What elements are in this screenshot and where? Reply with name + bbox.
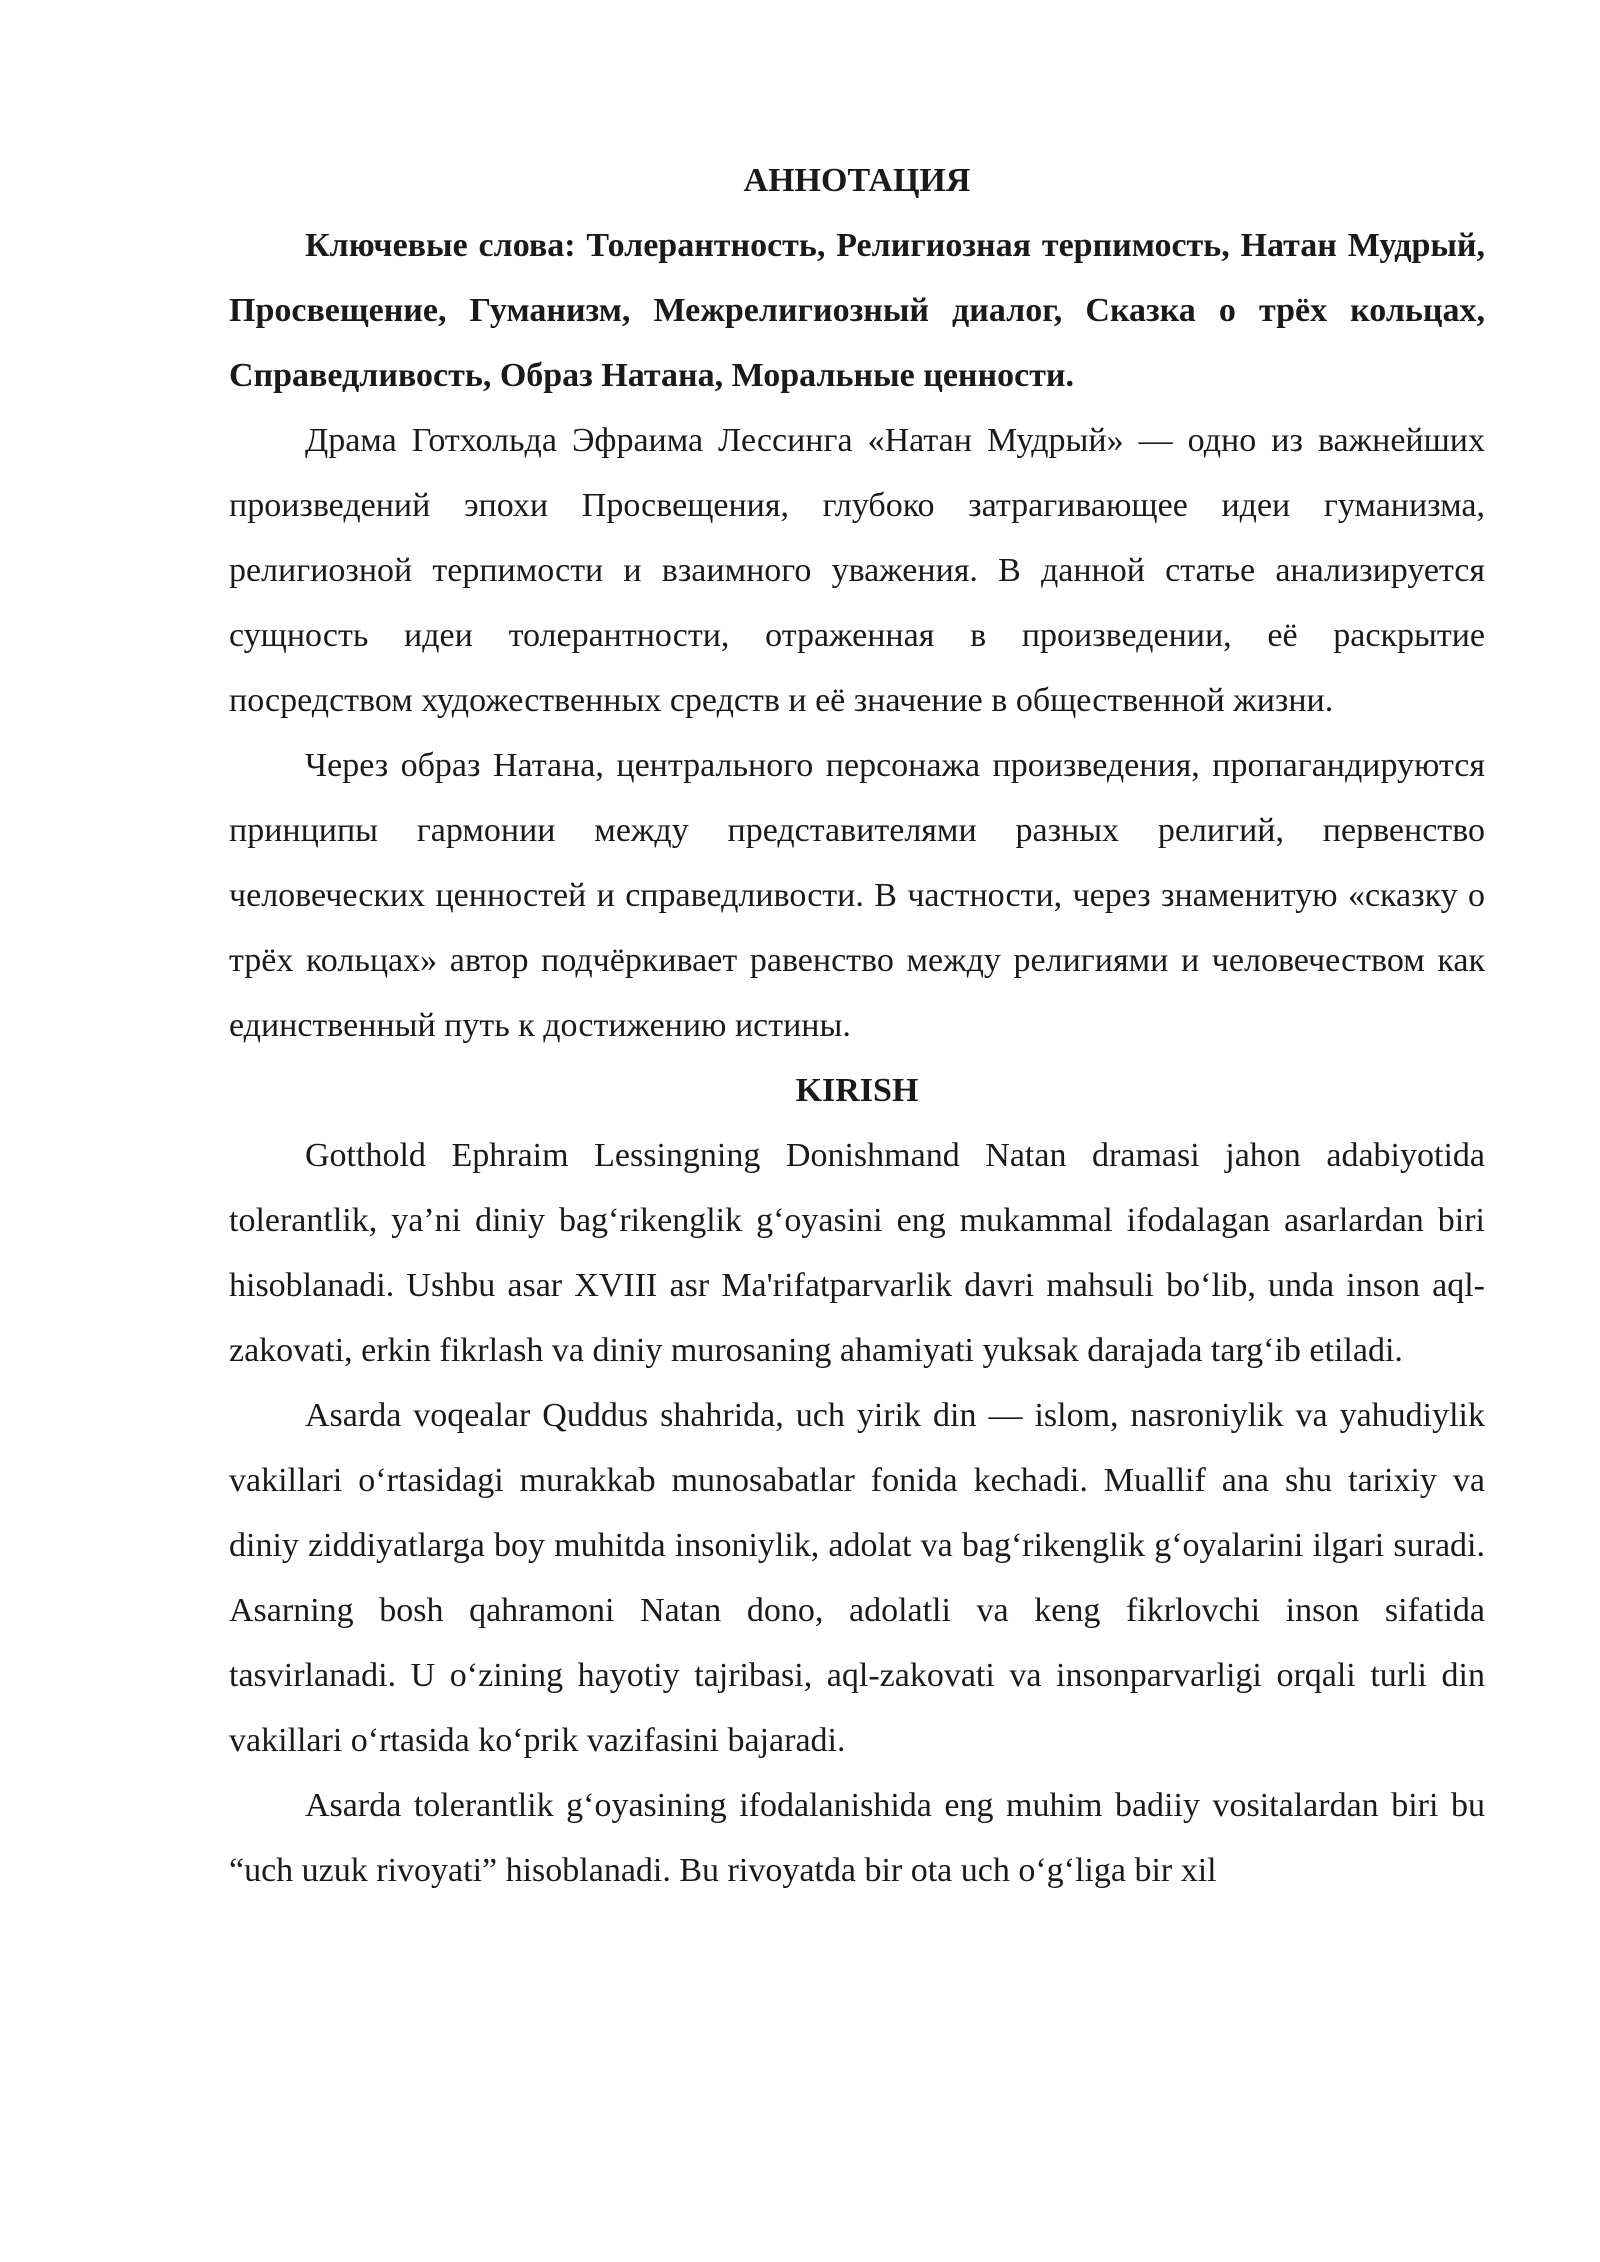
intro-heading: KIRISH — [795, 1072, 919, 1109]
intro-section — [229, 1058, 1485, 1903]
annotation-paragraph: Драма Готхольда Эфраима Лессинга «Натан Мудрый» — одно из важнейших произведений эпохи Просвещения, глубоко затрагивающее идеи гуманизма, религиозной терпимости и взаимного уважения. В данной статье анализируется сущность идеи толерантности, отраженная в произведении, её раскрытие посредством художественных средств и её значение в общественной жизни. — [229, 422, 1485, 719]
page-content — [229, 148, 1485, 1903]
intro-paragraph: Gotthold Ephraim Lessingning Donishmand Natan dramasi jahon adabiyotida tolerantlik, ya’ni diniy bag‘rikenglik g‘oyasini eng mukammal ifodalagan asarlardan biri hisoblanadi. Ushbu asar XVIII asr Ma'rifatparvarlik davri mahsuli bo‘lib, unda inson aql-zakovati, erkin fikrlash va diniy murosaning ahamiyati yuksak darajada targ‘ib etiladi. — [229, 1137, 1485, 1369]
intro-paragraph: Asarda tolerantlik g‘oyasining ifodalanishida eng muhim badiiy vositalardan biri bu “uch uzuk rivoyati” hisoblanadi. Bu rivoyatda bir ota uch o‘g‘liga bir xil — [229, 1787, 1485, 1889]
annotation-paragraph: Через образ Натана, центрального персонажа произведения, пропагандируются принципы гармонии между представителями разных религий, первенство человеческих ценностей и справедливости. В частности, через знаменитую «сказку о трёх кольцах» автор подчёркивает равенство между религиями и человечеством как единственный путь к достижению истины. — [229, 747, 1485, 1044]
annotation-heading: АННОТАЦИЯ — [743, 162, 971, 199]
keywords-paragraph: Ключевые слова: Толерантность, Религиозная терпимость, Натан Мудрый, Просвещение, Гуманизм, Межрелигиозный диалог, Сказка о трёх кольцах, Справедливость, Образ Натана, Моральные ценности. — [229, 227, 1485, 394]
intro-paragraph: Asarda voqealar Quddus shahrida, uch yirik din — islom, nasroniylik va yahudiylik vakillari o‘rtasidagi murakkab munosabatlar fonida kechadi. Muallif ana shu tarixiy va diniy ziddiyatlarga boy muhitda insoniylik, adolat va bag‘rikenglik g‘oyalarini ilgari suradi. Asarning bosh qahramoni Natan dono, adolatli va keng fikrlovchi inson sifatida tasvirlanadi. U o‘zining hayotiy tajribasi, aql-zakovati va insonparvarligi orqali turli din vakillari o‘rtasida ko‘prik vazifasini bajaradi. — [229, 1397, 1485, 1759]
annotation-section — [229, 148, 1485, 1058]
